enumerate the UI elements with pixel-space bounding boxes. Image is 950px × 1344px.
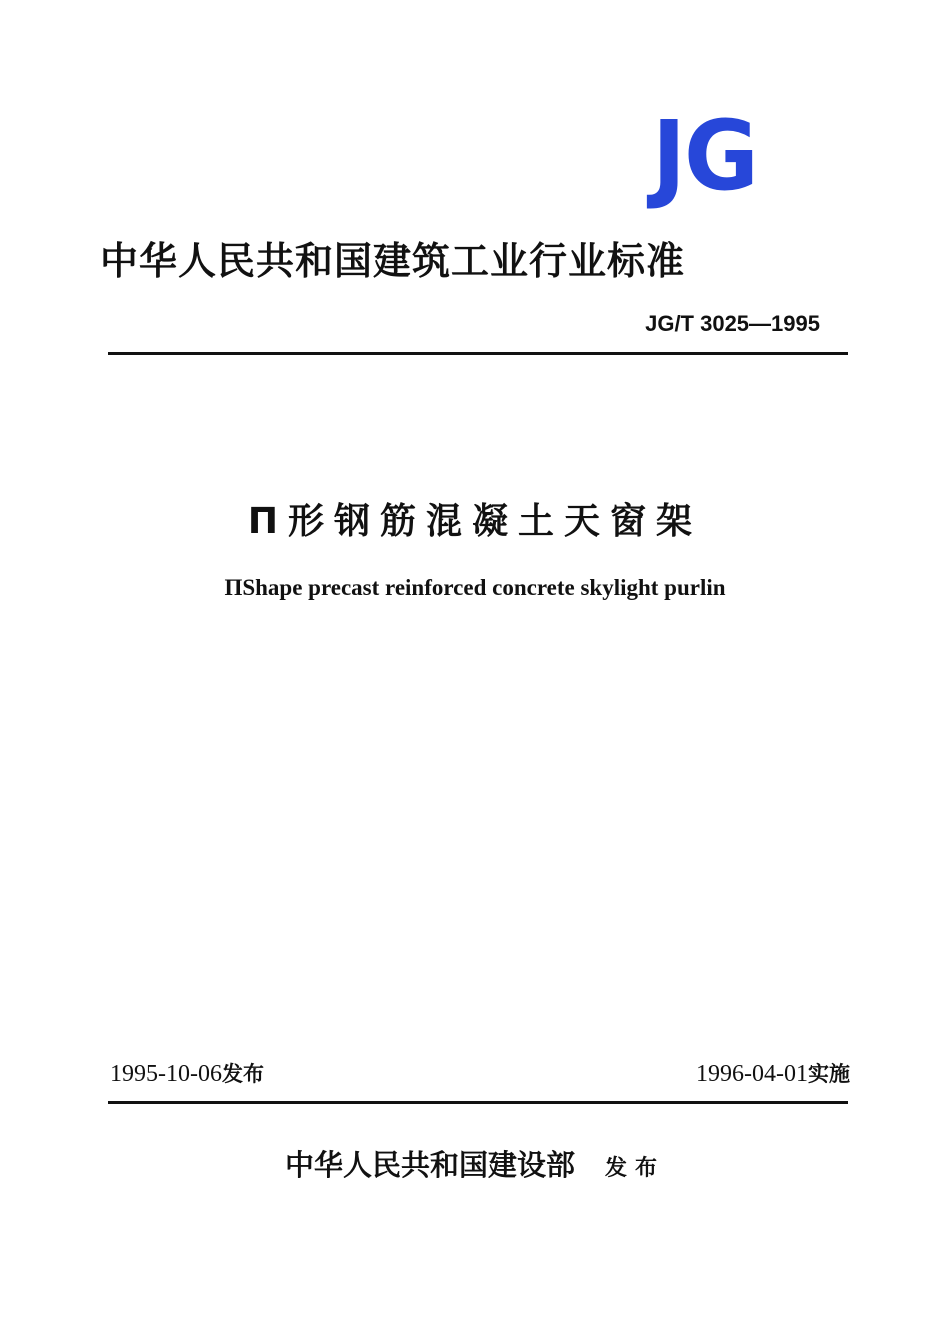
- top-divider: [108, 352, 848, 355]
- implementation-date-line: [560, 1058, 850, 1090]
- implementation-label: 实施: [808, 1062, 850, 1086]
- issue-date: 1995-10-06: [110, 1061, 222, 1087]
- issue-date-line: [110, 1058, 410, 1090]
- publisher-line: [150, 1142, 800, 1188]
- publisher-name: 中华人民共和国建设部: [284, 1148, 575, 1182]
- implementation-date: 1996-04-01: [696, 1061, 808, 1087]
- issue-label: 发布: [221, 1062, 264, 1086]
- document-title-english: ΠShape precast reinforced concrete skylight purlin: [224, 575, 726, 600]
- standard-code: JG/T 3025—1995: [645, 311, 820, 336]
- jg-logo: JG: [652, 100, 757, 212]
- bottom-divider: [108, 1101, 848, 1104]
- publisher-action: 发布: [605, 1156, 666, 1181]
- standard-category: 中华人民共和国建筑工业行业标准: [100, 239, 686, 283]
- document-title-chinese: Π形钢筋混凝土天窗架: [247, 501, 703, 542]
